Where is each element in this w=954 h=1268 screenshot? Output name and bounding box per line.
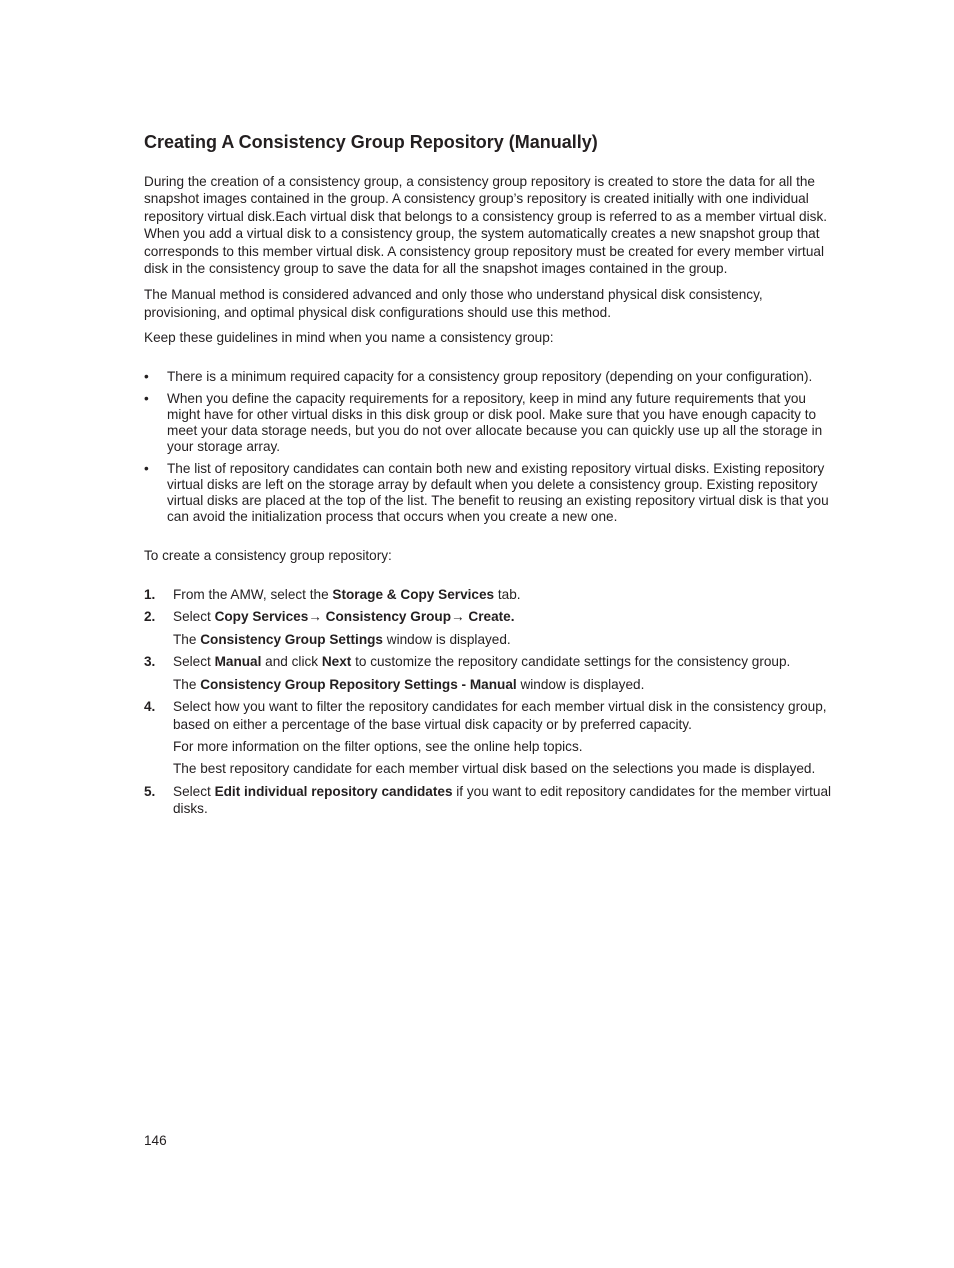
- step-text: Select: [173, 654, 215, 670]
- step-1: [144, 586, 836, 603]
- bullet-icon: •: [144, 390, 149, 406]
- step-note: For more information on the filter options, see the online help topics.: [173, 738, 583, 754]
- document-page: [144, 130, 836, 823]
- list-item-text: The list of repository candidates can contain both new and existing repository virtual disks. Existing repository virtual disks are left on the storage array by default when you delete a consistency group. Existing repository virtual disks are placed at the top of the list. The benefit to reusing an existing repository virtual disk is that you can avoid the initialization process that occurs when you create a new one.: [167, 460, 829, 524]
- manual-method-paragraph: The Manual method is considered advanced and only those who understand physical disk consistency, provisioning, and optimal physical disk configurations should use this method.: [144, 287, 763, 320]
- step-text: From the AMW, select the: [173, 587, 333, 603]
- arrow-separator: →: [451, 609, 469, 625]
- procedure-steps: [144, 586, 836, 817]
- step-result: [173, 631, 836, 648]
- ui-term: Consistency Group Settings: [200, 631, 383, 647]
- ui-term: Consistency Group Repository Settings - Manual: [200, 676, 517, 692]
- step-text: to customize the repository candidate settings for the consistency group.: [351, 654, 791, 670]
- step-text: window is displayed.: [516, 676, 645, 692]
- step-5: [144, 783, 836, 818]
- step-4: [144, 698, 836, 778]
- section-title: Creating A Consistency Group Repository (Manually): [144, 132, 598, 152]
- step-number: 5.: [144, 783, 156, 799]
- ui-term: Manual: [214, 654, 262, 670]
- ui-term: Storage & Copy Services: [332, 587, 495, 603]
- ui-term: Edit individual repository candidates: [214, 783, 453, 799]
- step-number: 2.: [144, 609, 156, 625]
- step-text: tab.: [494, 587, 521, 603]
- step-2: [144, 608, 836, 648]
- step-text: Select how you want to filter the repository candidates for each member virtual disk in the consistency group, based on either a percentage of the base virtual disk capacity or by preferred capacity.: [173, 699, 827, 732]
- guidelines-intro: Keep these guidelines in mind when you name a consistency group:: [144, 330, 554, 346]
- guidelines-list: [144, 369, 836, 525]
- step-text: and click: [261, 654, 322, 670]
- list-item: [144, 461, 836, 525]
- list-item-text: There is a minimum required capacity for a consistency group repository (depending on your configuration).: [167, 368, 813, 384]
- arrow-separator: →: [308, 609, 326, 625]
- step-text: Select: [173, 609, 215, 625]
- list-item: [144, 369, 836, 385]
- page-number: 146: [144, 1133, 167, 1148]
- step-result: [173, 676, 836, 693]
- step-text: The: [173, 631, 201, 647]
- procedure-intro: To create a consistency group repository:: [144, 547, 392, 563]
- step-text: The: [173, 676, 201, 692]
- bullet-icon: •: [144, 460, 149, 476]
- intro-paragraph: During the creation of a consistency group, a consistency group repository is created to store the data for all the snapshot images contained in the group. A consistency group’s repository is created initially with one individual repository virtual disk.Each virtual disk that belongs to a consistency group is referred to as a member virtual disk. When you add a virtual disk to a consistency group, the system automatically creates a new snapshot group that corresponds to this member virtual disk. A consistency group repository must be created for every member virtual disk in the consistency group to save the data for all the snapshot images contained in the group.: [144, 174, 828, 277]
- step-3: [144, 653, 836, 693]
- step-text: if you want to edit repository candidates for the member virtual disks.: [173, 783, 832, 817]
- ui-term: Copy Services: [214, 609, 309, 625]
- step-number: 1.: [144, 587, 156, 603]
- ui-term: Create.: [468, 609, 515, 625]
- bullet-icon: •: [144, 368, 149, 384]
- step-text: window is displayed.: [383, 631, 511, 647]
- step-number: 3.: [144, 654, 156, 670]
- list-item: [144, 391, 836, 455]
- ui-term: Next: [321, 654, 352, 670]
- step-result: The best repository candidate for each member virtual disk based on the selections you made is displayed.: [173, 761, 816, 777]
- ui-term: Consistency Group: [325, 609, 452, 625]
- list-item-text: When you define the capacity requirements for a repository, keep in mind any future requirements that you might have for other virtual disks in this disk group or disk pool. Make sure that you have enough capacity to meet your data storage needs, but you do not over allocate because you can quickly use up all the storage in your storage array.: [167, 390, 823, 454]
- step-number: 4.: [144, 699, 156, 715]
- step-text: Select: [173, 783, 215, 799]
